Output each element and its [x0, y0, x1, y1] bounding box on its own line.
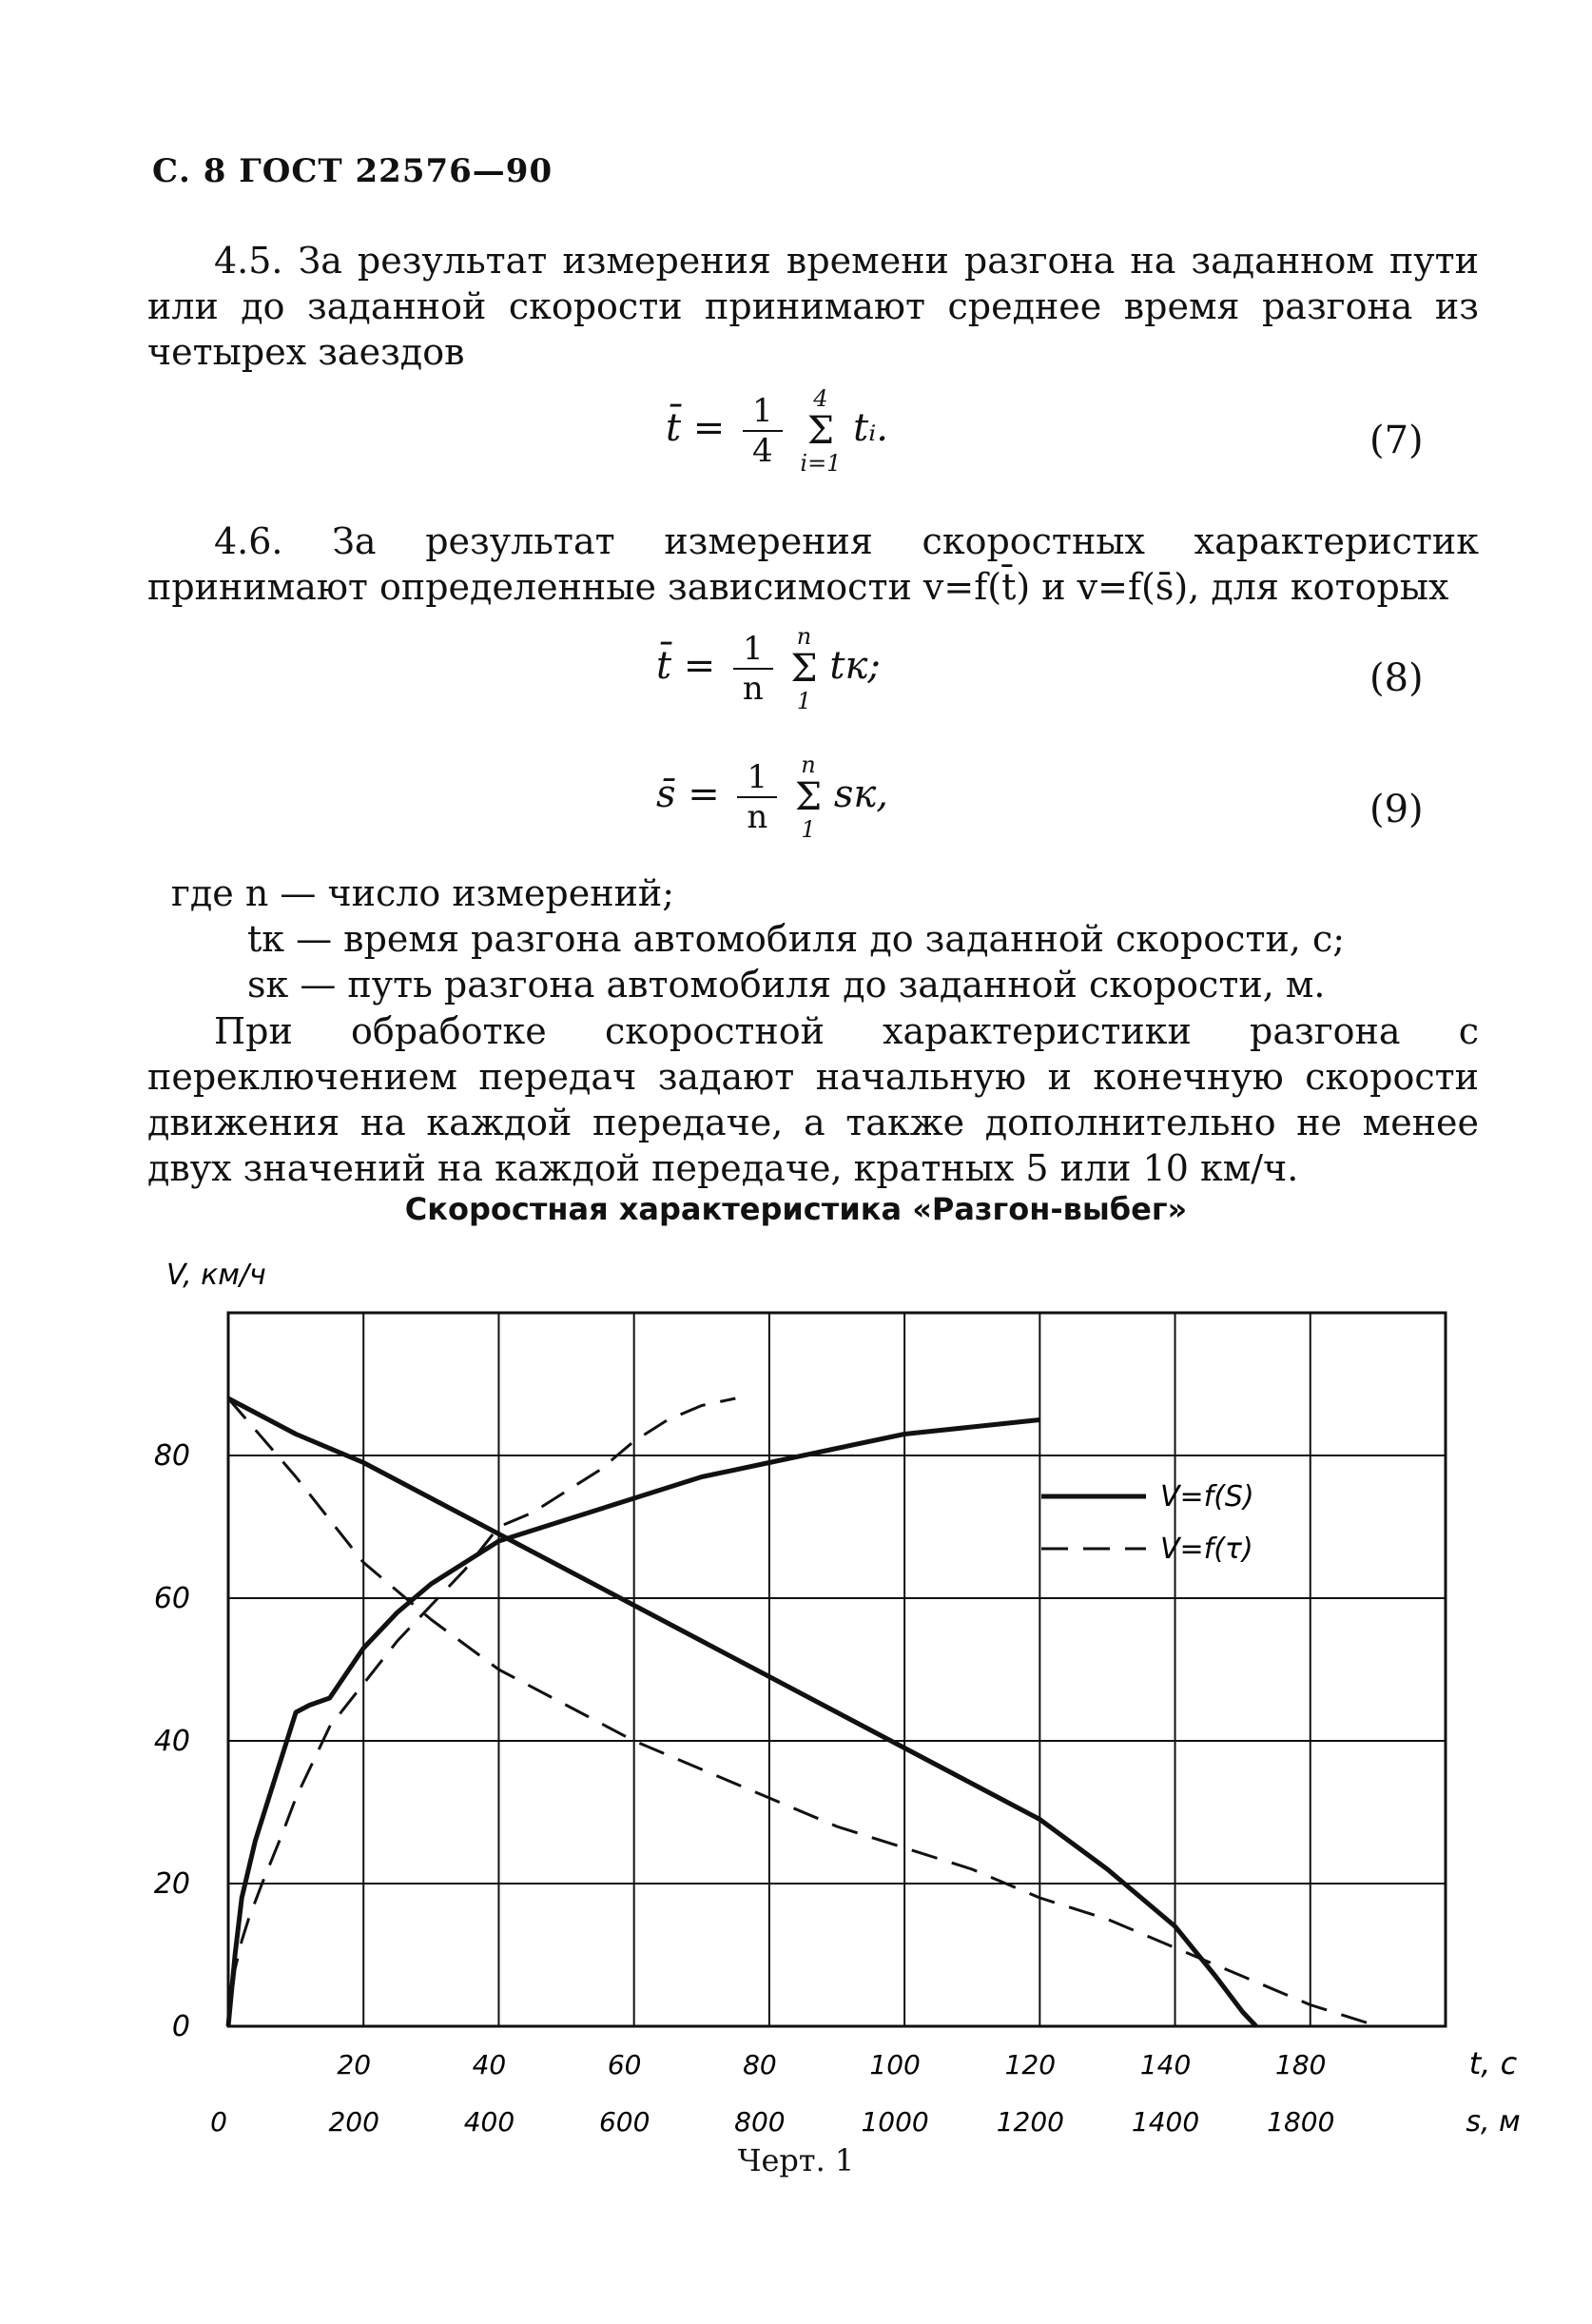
x-tick-label-time: 140	[1139, 2049, 1192, 2080]
paragraph-4-6	[147, 518, 1479, 610]
formula-8-lhs: t̄ =	[656, 644, 716, 688]
x-axis-label-time: t, c	[1468, 2045, 1518, 2081]
sum-sigma-icon: Σ	[790, 647, 818, 691]
formula-7-term: tᵢ.	[853, 406, 889, 450]
formula-7	[666, 385, 888, 477]
formula-7-sum-bottom: i=1	[800, 450, 842, 477]
x-tick-label-time: 60	[607, 2049, 642, 2080]
formula-9-lhs: s̄ =	[656, 772, 720, 816]
formula-7-denominator: 4	[752, 432, 773, 470]
x-tick-label-distance: 200	[328, 2106, 379, 2138]
y-tick-label: 20	[153, 1867, 190, 1901]
plot-frame	[228, 1313, 1446, 2026]
formula-9-numerator: 1	[737, 758, 777, 798]
x-tick-label-distance: 0	[210, 2106, 227, 2138]
formula-9	[656, 752, 888, 843]
x-tick-label-time: 20	[337, 2049, 372, 2080]
y-tick-label: 80	[153, 1439, 190, 1473]
formula-8	[656, 623, 881, 714]
y-tick-label: 0	[171, 2010, 190, 2043]
sum-sigma-icon: Σ	[806, 409, 835, 453]
paragraph-processing-text: При обработке скоростной характеристики разгона с переключением передач задают начальную и конечную скорости движения на каждой передаче, а также дополнительно не менее двух значений на каждой передаче, кратных 5 или 10 км/ч.	[147, 1010, 1479, 1189]
where-line-tk: tк — время разгона автомобиля до заданной скорости, с;	[247, 918, 1346, 960]
series-line-v-of-s	[228, 1398, 1256, 2026]
y-tick-label: 60	[153, 1582, 190, 1615]
formula-8-term: tк;	[829, 644, 881, 688]
formula-9-term: sк,	[833, 772, 888, 816]
where-line-sk: sк — путь разгона автомобиля до заданной скорости, м.	[247, 964, 1326, 1006]
x-tick-label-distance: 1200	[996, 2106, 1064, 2138]
legend-label-v-of-t: V=f(τ)	[1160, 1533, 1253, 1566]
x-tick-label-time: 120	[1004, 2049, 1057, 2080]
y-axis-label: V, км/ч	[166, 1259, 266, 1292]
formula-7-numerator: 1	[743, 392, 783, 432]
x-tick-label-distance: 1000	[861, 2106, 929, 2138]
x-tick-label-distance: 1400	[1131, 2106, 1200, 2138]
formula-9-sum-bottom: 1	[801, 816, 816, 843]
paragraph-4-5	[147, 238, 1479, 375]
formula-7-lhs: t̄ =	[666, 406, 726, 450]
where-line-n: где n — число измерений;	[171, 872, 675, 914]
equation-number-8: (8)	[1369, 656, 1424, 700]
x-axis-label-distance: s, м	[1466, 2105, 1521, 2138]
equation-number-9: (9)	[1369, 788, 1424, 831]
y-tick-label: 40	[153, 1725, 190, 1758]
x-tick-label-distance: 1800	[1267, 2106, 1335, 2138]
chart-caption: Скоростная характеристика «Разгон-выбег»	[404, 1191, 1188, 1227]
x-tick-label-distance: 600	[598, 2106, 650, 2138]
formula-7-sum-top: 4	[813, 385, 828, 412]
formula-8-numerator: 1	[733, 630, 773, 670]
formula-8-sum-top: n	[796, 623, 812, 650]
page-header: С. 8 ГОСТ 22576—90	[152, 152, 553, 190]
x-tick-label-time: 100	[869, 2049, 921, 2080]
speed-chart	[0, 1227, 1592, 2138]
figure-label: Черт. 1	[737, 2142, 855, 2178]
equation-number-7: (7)	[1369, 419, 1424, 462]
paragraph-processing	[147, 1008, 1479, 1191]
x-tick-label-time: 80	[743, 2049, 777, 2080]
sum-sigma-icon: Σ	[794, 775, 823, 819]
legend-label-v-of-s: V=f(S)	[1160, 1480, 1254, 1514]
formula-9-denominator: n	[747, 798, 768, 836]
formula-8-denominator: n	[742, 670, 764, 708]
x-tick-label-distance: 400	[463, 2106, 515, 2138]
formula-9-sum-top: n	[801, 752, 816, 778]
paragraph-4-5-text: 4.5. За результат измерения времени разгона на заданном пути или до заданной скорости принимают среднее время разгона из четырех заездов	[147, 240, 1479, 373]
x-tick-label-time: 180	[1275, 2049, 1327, 2080]
paragraph-4-6-text: 4.6. За результат измерения скоростных характеристик принимают определенные зависимости v=f(t̄) и v=f(s̄), для которых	[147, 520, 1479, 608]
x-tick-label-time: 40	[472, 2049, 507, 2080]
x-tick-label-distance: 800	[734, 2106, 786, 2138]
formula-8-sum-bottom: 1	[796, 688, 812, 714]
